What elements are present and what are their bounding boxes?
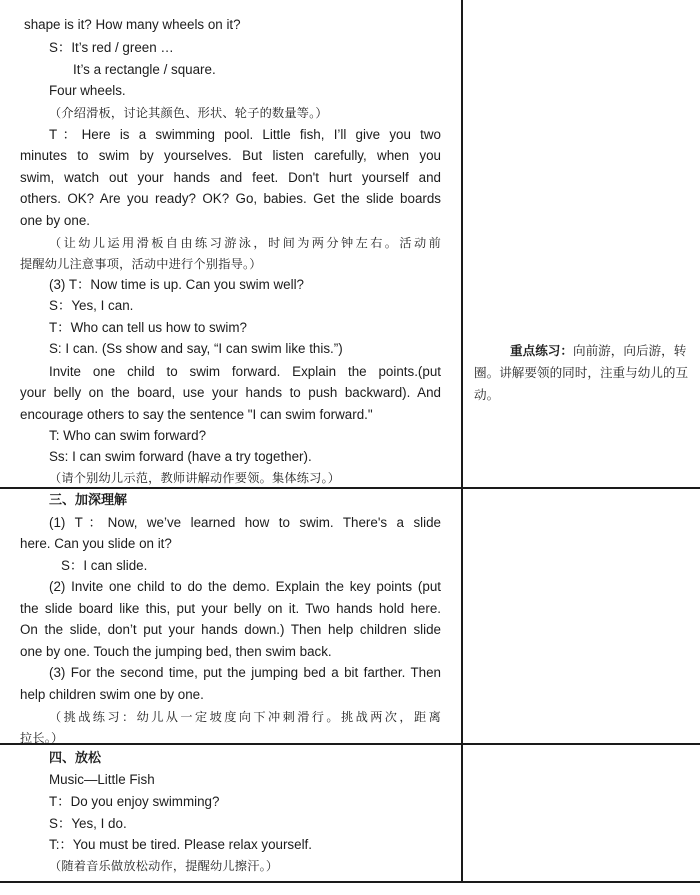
text-line: Music—Little Fish xyxy=(49,772,155,787)
text-line: here. Can you slide on it? xyxy=(20,536,172,551)
row-divider-1 xyxy=(0,487,700,489)
text-line: your belly on the board, use your hands to push backward). And xyxy=(20,385,441,400)
text-line-cn: （随着音乐做放松动作，提醒幼儿擦汗。） xyxy=(49,859,279,873)
text-line-cn: 提醒幼儿注意事项，活动中进行个别指导。） xyxy=(20,257,262,271)
note-keyword: 重点练习： xyxy=(510,343,573,358)
text-line-cn: （挑战练习：幼儿从一定坡度向下冲刺滑行。挑战两次，距离 xyxy=(49,710,441,724)
text-line-cn: （介绍滑板，讨论其颜色、形状、轮子的数量等。） xyxy=(49,106,328,120)
text-line: T：Who can tell us how to swim? xyxy=(49,320,247,335)
text-line: (3) For the second time, put the jumping bed a bit farther. Then xyxy=(49,665,441,680)
section-heading: 四、放松 xyxy=(49,751,102,766)
text-line: swim, watch out your hands and feet. Don't hurt yourself and xyxy=(20,170,441,185)
text-line: (3) T：Now time is up. Can you swim well? xyxy=(49,277,304,292)
text-line: T:：You must be tired. Please relax yourself. xyxy=(49,837,312,852)
text-line-cn: 拉长。） xyxy=(20,731,64,745)
text-line: (1) T：Now, we’ve learned how to swim. There's a slide xyxy=(49,515,441,530)
text-line: T：Here is a swimming pool. Little fish, I’ll give you two xyxy=(49,127,441,142)
text-line: minutes to swim by yourselves. But listen carefully, when you xyxy=(20,148,441,163)
text-line: shape is it? How many wheels on it? xyxy=(24,17,241,32)
text-line: S：I can slide. xyxy=(61,558,148,573)
text-line: On the slide, don’t put your hands down.) Then help children slide xyxy=(20,622,441,637)
text-line: T：Do you enjoy swimming? xyxy=(49,794,220,809)
text-line: S：Yes, I do. xyxy=(49,816,127,831)
text-line: one by one. Touch the jumping bed, then swim back. xyxy=(20,644,332,659)
text-line: T: Who can swim forward? xyxy=(49,428,207,443)
text-line: S: I can. (Ss show and say, “I can swim like this.”) xyxy=(49,341,343,356)
text-line: others. OK? Are you ready? OK? Go, babies. Get the slide boards xyxy=(20,191,441,206)
text-line: Invite one child to swim forward. Explain the points.(put xyxy=(49,364,441,379)
text-line: S：Yes, I can. xyxy=(49,298,134,313)
key-practice-note xyxy=(474,340,692,406)
text-line: Ss: I can swim forward (have a try together). xyxy=(49,449,312,464)
text-line-cn: （请个别幼儿示范，教师讲解动作要领。集体练习。） xyxy=(49,471,341,485)
table-bottom-border xyxy=(0,881,700,883)
text-line: It’s a rectangle / square. xyxy=(73,62,216,77)
text-line: help children swim one by one. xyxy=(20,687,204,702)
text-line: Four wheels. xyxy=(49,83,126,98)
note-text: 向前游，向后游，转圈。讲解要领的同时，注重与幼儿的互动。 xyxy=(474,343,689,402)
text-line: the slide board like this, put your belly on it. Two hands hold here. xyxy=(20,601,441,616)
section-heading: 三、加深理解 xyxy=(49,493,128,508)
text-line: (2) Invite one child to do the demo. Explain the key points (put xyxy=(49,579,441,594)
text-line: S：It’s red / green … xyxy=(49,40,174,55)
text-line: encourage others to say the sentence "I can swim forward." xyxy=(20,407,373,422)
text-line: one by one. xyxy=(20,213,90,228)
text-line-cn: （让幼儿运用滑板自由练习游泳，时间为两分钟左右。活动前 xyxy=(49,236,441,250)
